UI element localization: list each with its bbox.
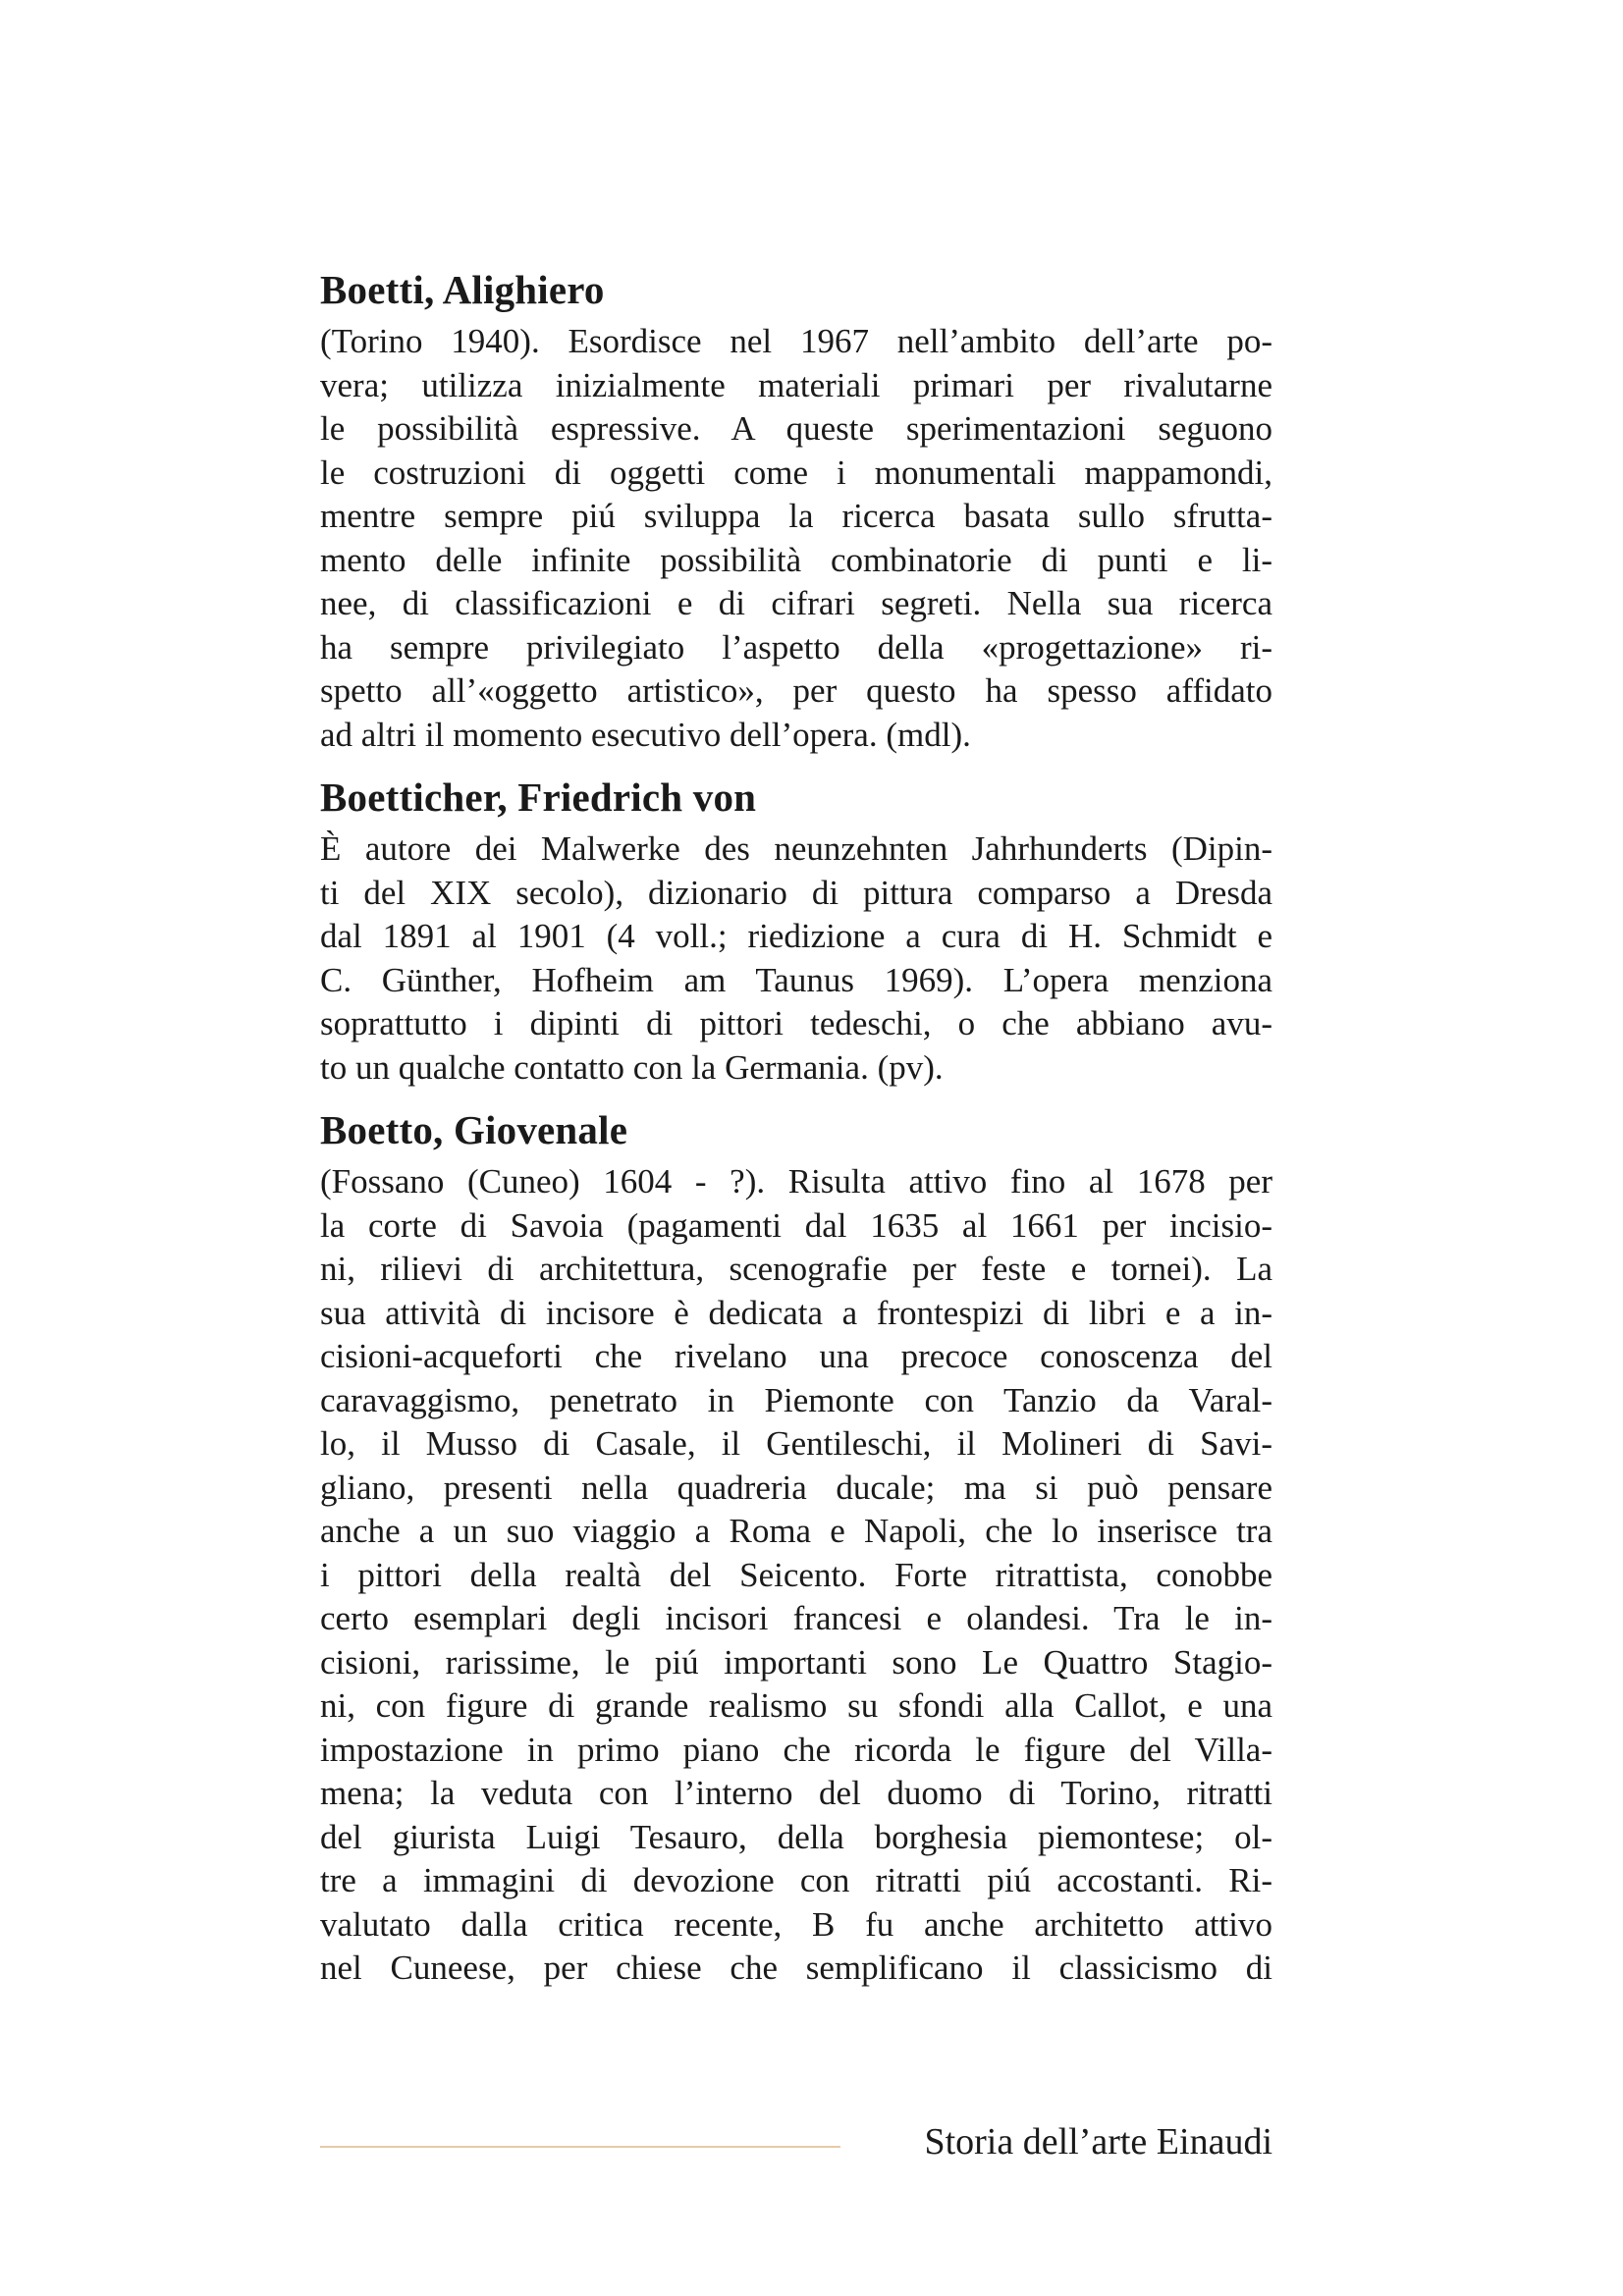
text-line: lo, il Musso di Casale, il Gentileschi, il Molineri di Savi- (320, 1424, 1272, 1463)
entry-text (320, 320, 1272, 757)
text-line: nee, di classificazioni e di cifrari segreti. Nella sua ricerca (320, 584, 1272, 622)
text-line: È autore dei Malwerke des neunzehnten Jahrhunderts (Dipin- (320, 829, 1272, 868)
text-line: le costruzioni di oggetti come i monumentali mappamondi, (320, 453, 1272, 492)
text-line: le possibilità espressive. A queste sperimentazioni seguono (320, 409, 1272, 448)
text-line: (Fossano (Cuneo) 1604 - ?). Risulta attivo fino al 1678 per (320, 1162, 1272, 1201)
text-line: ad altri il momento esecutivo dell’opera. (mdl). (320, 715, 971, 754)
entry-boetti-alighiero (320, 265, 1272, 757)
text-line: gliano, presenti nella quadreria ducale; ma si può pensare (320, 1468, 1272, 1507)
text-line: anche a un suo viaggio a Roma e Napoli, che lo inserisce tra (320, 1512, 1272, 1550)
text-line: ni, rilievi di architettura, scenografie per feste e tornei). La (320, 1250, 1272, 1288)
text-line: vera; utilizza inizialmente materiali primari per rivalutarne (320, 365, 1272, 404)
entry-text (320, 1160, 1272, 1991)
text-line: dal 1891 al 1901 (4 voll.; riedizione a cura di H. Schmidt e (320, 917, 1272, 955)
text-line: mentre sempre piú sviluppa la ricerca basata sullo sfrutta- (320, 497, 1272, 535)
text-line: ti del XIX secolo), dizionario di pittura comparso a Dresda (320, 873, 1272, 912)
text-line: to un qualche contatto con la Germania. (pv). (320, 1047, 944, 1087)
text-line: la corte di Savoia (pagamenti dal 1635 al 1661 per incisio- (320, 1205, 1272, 1245)
entry-boetticher-friedrich (320, 773, 1272, 1090)
text-line: certo esemplari degli incisori francesi e olandesi. Tra le in- (320, 1599, 1272, 1637)
text-line: sua attività di incisore è dedicata a frontespizi di libri e a in- (320, 1293, 1272, 1332)
text-line: del giurista Luigi Tesauro, della borghesia piemontese; ol- (320, 1817, 1272, 1856)
text-line: impostazione in primo piano che ricorda le figure del Villa- (320, 1730, 1272, 1769)
text-line: (Torino 1940). Esordisce nel 1967 nell’ambito dell’arte po- (320, 322, 1272, 360)
text-line: mento delle infinite possibilità combinatorie di punti e li- (320, 540, 1272, 579)
text-line: mena; la veduta con l’interno del duomo di Torino, ritratti (320, 1774, 1272, 1812)
text-line: ha sempre privilegiato l’aspetto della «progettazione» ri- (320, 627, 1272, 667)
text-line: cisioni, rarissime, le piú importanti sono Le Quattro Stagio- (320, 1642, 1272, 1682)
footer-title: Storia dell’arte Einaudi (924, 2121, 1272, 2163)
text-line: ni, con figure di grande realismo su sfondi alla Callot, e una (320, 1686, 1272, 1725)
text-line: tre a immagini di devozione con ritratti piú accostanti. Ri- (320, 1861, 1272, 1899)
footer-rule (320, 2146, 840, 2148)
page-body (320, 265, 1272, 2006)
entry-text (320, 828, 1272, 1090)
text-line: valutato dalla critica recente, B fu anche architetto attivo (320, 1904, 1272, 1944)
page-footer (320, 2114, 1272, 2169)
entry-title: Boetticher, Friedrich von (320, 774, 757, 820)
text-line: C. Günther, Hofheim am Taunus 1969). L’opera menziona (320, 960, 1272, 999)
text-line: i pittori della realtà del Seicento. Forte ritrattista, conobbe (320, 1555, 1272, 1594)
entry-title: Boetti, Alighiero (320, 267, 605, 312)
text-line: cisioni-acqueforti che rivelano una precoce conoscenza del (320, 1337, 1272, 1375)
text-line: soprattutto i dipinti di pittori tedeschi, o che abbiano avu- (320, 1004, 1272, 1042)
text-line: nel Cuneese, per chiese che semplificano il classicismo di (320, 1949, 1272, 1987)
entry-boetto-giovenale (320, 1105, 1272, 1991)
text-line: caravaggismo, penetrato in Piemonte con Tanzio da Varal- (320, 1380, 1272, 1419)
text-line: spetto all’«oggetto artistico», per questo ha spesso affidato (320, 671, 1272, 710)
entry-title: Boetto, Giovenale (320, 1107, 628, 1152)
